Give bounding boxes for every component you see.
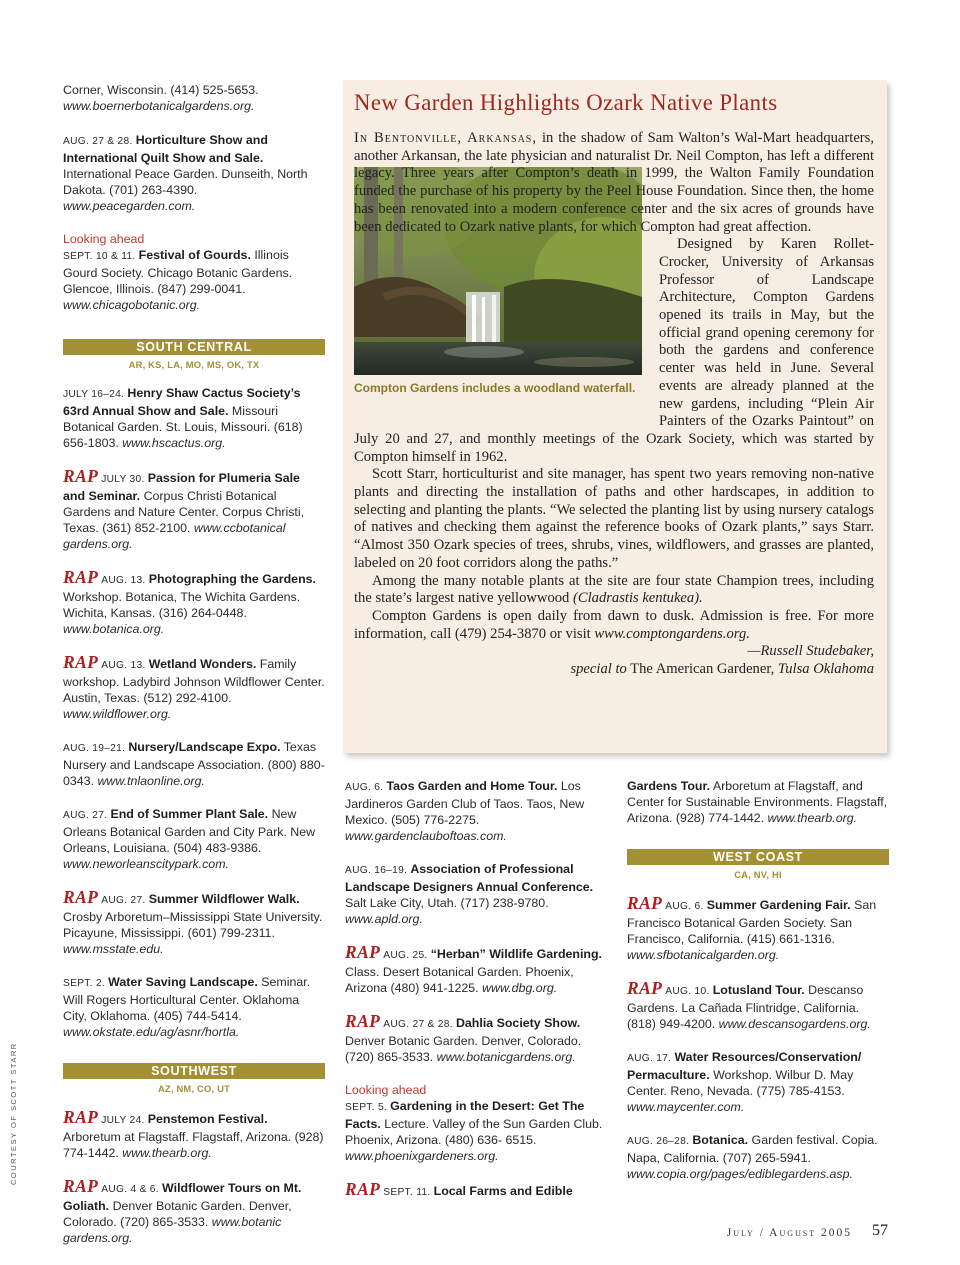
author-affiliation: special to The American Gardener, Tulsa Oklahoma [570,661,874,678]
issue-date: July / August 2005 [726,1227,852,1239]
rap-badge: RAP [345,1011,381,1031]
rap-badge: RAP [627,978,663,998]
entry-url[interactable]: www.thearb.org. [122,1146,212,1160]
list-item: RAP SEPT. 11. Local Farms and Edible [345,1179,573,1199]
list-item [63,468,325,552]
rap-badge: RAP [627,893,663,913]
event-list [627,895,889,1182]
list-item [63,132,325,214]
entry-url[interactable]: www.thearb.org. [767,811,858,825]
event-details: Salt Lake City, Utah. (717) 238-9780. [345,896,549,910]
list-item [627,1132,889,1182]
list-item [627,895,889,963]
list-item [63,654,325,722]
list-item [63,1178,325,1246]
article-paragraph: Designed by Karen Rollet-Crocker, University of Arkansas Professor of Landscape Architecture, Compton Gardens opened its trails in May, but the official grand opening ceremony for both the gardens and conference center was held in June. Several events are already planned at the new gardens, including “Plein Air Painters of the Ozarks Paintout” on July 20 and 27, and monthly meetings of the Ozark Society, which was started by Compton himself in 1962. [354,236,874,465]
list-item [63,806,325,872]
entry-url[interactable]: www.copia.org/pages/ediblegardens.asp. [627,1167,853,1181]
event-date: AUG. 4 & 6. [101,1184,163,1195]
event-title: “Herban” Wildlife Gardening. [430,947,602,961]
event-date: AUG. 10. [665,986,713,997]
event-details: Denver Botanic Garden. Denver, Colorado. (720) 865-3533. [63,1199,292,1229]
list-item [63,739,325,789]
entry-url[interactable]: www.chicagobotanic.org. [63,298,201,312]
event-details: Los Jardineros Garden Club of Taos. Taos, New Mexico. (505) 776-2275. [345,779,585,827]
event-date: SEPT. 2. [63,978,109,989]
entry-url[interactable]: www.sfbotanicalgarden.org. [627,948,780,962]
event-title: Local Farms and Edible [433,1184,573,1198]
event-title: Wetland Wonders. [148,657,257,671]
event-date: AUG. 16–19. [345,865,411,876]
list-item: Gardens Tour. Arboretum at Flagstaff, and Center for Sustainable Environments. Flagstaff, Arizona. (928) 774-1442. www.thearb.org. [627,779,888,825]
rap-badge: RAP [345,942,381,962]
event-title: Gardens Tour. [627,779,711,793]
event-details: San Francisco Botanical Garden Society. San Francisco, California. (415) 661-1316. [627,898,877,946]
event-details: Corpus Christi Botanical Gardens and Nature Center. Corpus Christi, Texas. (361) 852-2100. [63,489,305,535]
event-details: Garden festival. Copia. Napa, California. (707) 265-5941. [627,1133,878,1165]
event-title: Passion for Plumeria Sale and Seminar. [63,471,300,503]
rap-badge: RAP [63,466,99,486]
event-date: AUG. 27 & 28. [63,136,136,147]
region-name: SOUTHWEST [63,1063,325,1079]
event-date: JULY 16–24. [63,389,128,400]
list-item [627,980,889,1032]
list-item [345,778,607,844]
entry-url[interactable]: www.botanicgardens.org. [436,1050,576,1064]
event-details: Crosby Arboretum–Mississippi State University. Picayune, Mississippi. (601) 799-2311. [63,910,323,940]
entry-url[interactable]: www.descansogardens.org. [718,1017,871,1031]
entry-url[interactable]: www.apld.org. [345,912,423,926]
rap-badge: RAP [63,652,99,672]
region-header-south-central [63,339,325,373]
list-item [63,889,325,957]
article-paragraph: Among the many notable plants at the site are four state Champion trees, including the state’s largest native yellowwood (Cladrastis kentukea). [354,572,874,607]
entry-url[interactable]: www.phoenixgardeners.org. [345,1149,499,1163]
event-details: Workshop. Botanica, The Wichita Gardens. Wichita, Kansas. (316) 264-0448. [63,590,301,620]
list-item [63,385,325,451]
event-date: AUG. 25. [383,950,431,961]
entry-url[interactable]: www.dbg.org. [482,981,558,995]
event-date: AUG. 27. [63,810,111,821]
latin-name: (Cladrastis kentukea). [573,590,703,607]
entry-url[interactable]: www.boernerbotanicalgardens.org. [63,99,255,113]
event-date: AUG. 6. [345,782,387,793]
event-title: Horticulture Show and International Quilt Show and Sale. [63,133,268,165]
feature-article [354,90,874,679]
event-list [63,132,325,214]
entry-url[interactable]: www.hscactus.org. [122,436,226,450]
right-column [627,778,889,1199]
author-signature: —Russell Studebaker, [747,643,874,660]
event-details: International Peace Garden. Dunseith, North Dakota. (701) 263-4390. [63,167,308,197]
event-title: Summer Wildflower Walk. [148,892,300,906]
event-title: Wildflower Tours on Mt. Goliath. [63,1181,302,1213]
event-date: JULY 24. [101,1115,148,1126]
looking-ahead-label: Looking ahead [345,1083,427,1097]
event-details: Workshop. Wilbur D. May Center. Reno, Nevada. (775) 785-4153. [627,1068,854,1098]
event-title: Botanica. [692,1133,749,1147]
event-list [63,385,325,1040]
left-column [63,82,325,1263]
list-item [63,974,325,1040]
looking-ahead-entry: Looking ahead SEPT. 5. Gardening in the Desert: Get The Facts. Lecture. Valley of the Sun Garden Club. Phoenix, Arizona. (480) 636- 6515. www.phoenixgardeners.org. [345,1082,607,1164]
entry-url[interactable]: www.tnlaonline.org. [97,774,205,788]
event-details: Arboretum at Flagstaff. Flagstaff, Arizona. (928) 774-1442. [63,1130,324,1160]
entry-url[interactable]: www.msstate.edu. [63,942,164,956]
looking-ahead-label: Looking ahead [63,232,145,246]
event-date: AUG. 27 & 28. [383,1019,456,1030]
entry-url[interactable]: www.peacegarden.com. [63,199,196,213]
region-states: AZ, NM, CO, UT [157,1083,231,1094]
event-details: Family workshop. Ladybird Johnson Wildflower Center. Austin, Texas. (512) 292-4100. [63,657,325,705]
rap-badge: RAP [345,1179,381,1199]
article-paragraph: Scott Starr, horticulturist and site manager, has spent two years removing non-native plants and directing the installation of paths and other hardscapes, in addition to selecting and planting the plants. “We selected the planting list by using nursery catalogs of natives and checking them against the reference books of Ozark plants,” says Starr. “Almost 350 Ozark species of trees, shrubs, vines, wildflowers, and grasses are planted, labeled on 20 foot corridors along the paths.” [354,466,874,571]
list-item [345,1013,607,1065]
event-title: Water Saving Landscape. [108,975,258,989]
event-title: Festival of Gourds. [138,248,251,262]
event-date: JULY 30. [101,474,148,485]
article-url[interactable]: www.comptongardens.org. [594,625,750,642]
event-list [345,778,607,1065]
entry-url[interactable]: www.neworleanscitypark.com. [63,857,229,871]
event-date: AUG. 13. [101,660,149,671]
event-date: AUG. 27. [101,895,149,906]
entry-url[interactable]: www.maycenter.com. [627,1100,745,1114]
entry-url[interactable]: www.okstate.edu/ag/asnr/hortla. [63,1025,240,1039]
feature-headline: New Garden Highlights Ozark Native Plants [354,90,778,115]
event-date: AUG. 6. [665,901,707,912]
event-details: Missouri Botanical Garden. St. Louis, Missouri. (618) 656-1803. [63,404,303,450]
entry-url[interactable]: www.botanic gardens.org. [63,1215,282,1245]
region-header-west-coast [627,849,889,883]
list-item [345,861,607,927]
event-title: Penstemon Festival. [147,1112,268,1126]
event-title: Lotusland Tour. [712,983,805,997]
photo-caption: Compton Gardens includes a woodland waterfall. [354,381,636,396]
event-title: Nursery/Landscape Expo. [128,740,281,754]
rap-badge: RAP [63,887,99,907]
article-paragraph: Compton Gardens is open daily from dawn to dusk. Admission is free. For more information, call (479) 254-3870 or visit www.comptongardens.org. [354,607,874,642]
region-name: SOUTH CENTRAL [63,339,325,355]
event-title: Water Resources/Conservation/ Permaculture. [627,1050,862,1082]
event-date: AUG. 17. [627,1053,675,1064]
region-states: CA, NV, HI [734,869,782,880]
event-title: End of Summer Plant Sale. [110,807,269,821]
entry-url[interactable]: www.ccbotanical gardens.org. [63,521,286,551]
event-title: Association of Professional Landscape Designers Annual Conference. [345,862,594,894]
event-details: Class. Desert Botanical Garden. Phoenix, Arizona (480) 941-1225. [345,965,574,995]
event-date: AUG. 26–28. [627,1136,693,1147]
region-header-southwest [63,1063,325,1097]
event-date: AUG. 19–21. [63,743,129,754]
list-item: Corner, Wisconsin. (414) 525-5653. www.boernerbotanicalgardens.org. [63,83,259,113]
event-details: Texas Nursery and Landscape Association. (800) 880-0343. [63,740,325,788]
event-title: Dahlia Society Show. [455,1016,581,1030]
looking-ahead-entry: Looking ahead SEPT. 10 & 11. Festival of Gourds. Illinois Gourd Society. Chicago Botanic Gardens. Glencoe, Illinois. (847) 299-0041. www.chicagobotanic.org. [63,231,325,313]
photo-credit: COURTESY OF SCOTT STARR [9,1042,18,1185]
event-details: Denver Botanic Garden. Denver, Colorado. (720) 865-3533. [345,1034,582,1064]
middle-column [345,778,607,1218]
region-states: AR, KS, LA, MO, MS, OK, TX [128,359,260,370]
event-details: Seminar. Will Rogers Horticultural Center. Oklahoma City, Oklahoma. (405) 744-5414. [63,975,311,1023]
rap-badge: RAP [63,567,99,587]
entry-url[interactable]: www.botanica.org. [63,622,165,636]
event-title: Gardening in the Desert: Get The Facts. [345,1099,585,1131]
event-title: Photographing the Gardens. [148,572,316,586]
event-list [63,1109,325,1246]
event-details: Descanso Gardens. La Cañada Flintridge, California. (818) 949-4200. [627,983,864,1031]
article-paragraph: In Bentonville, Arkansas, in the shadow of Sam Walton’s Wal-Mart headquarters, another Arkansan, the late physician and naturalist Dr. Neil Compton, has left a different legacy. Three years after Compton’s death in 1999, the Walton Family Foundation funded the purchase of his property by the Peel House Foundation. Since then, the home has been renovated into a modern conference center and the six acres of grounds have been dedicated to Ozark native plants, for which Compton had great affection. [354,130,874,235]
event-title: Henry Shaw Cactus Society’s 63rd Annual Show and Sale. [63,386,301,418]
event-title: Taos Garden and Home Tour. [386,779,558,793]
list-item [345,944,607,996]
event-title: Summer Gardening Fair. [706,898,851,912]
page-number: 57 [872,1222,888,1239]
list-item [63,569,325,637]
rap-badge: RAP [63,1176,99,1196]
rap-badge: RAP [63,1107,99,1127]
region-name: WEST COAST [627,849,889,865]
event-details: New Orleans Botanical Garden and City Park. New Orleans, Louisiana. (504) 483-9386. [63,807,316,855]
entry-url[interactable]: www.wildflower.org. [63,707,172,721]
feature-article-box [343,80,887,753]
list-item [627,1049,889,1115]
lead-in: In Bentonville, Arkansas, [354,130,537,146]
entry-url[interactable]: www.gardenclauboftoas.com. [345,829,507,843]
list-item [63,1109,325,1161]
event-date: AUG. 13. [101,575,149,586]
